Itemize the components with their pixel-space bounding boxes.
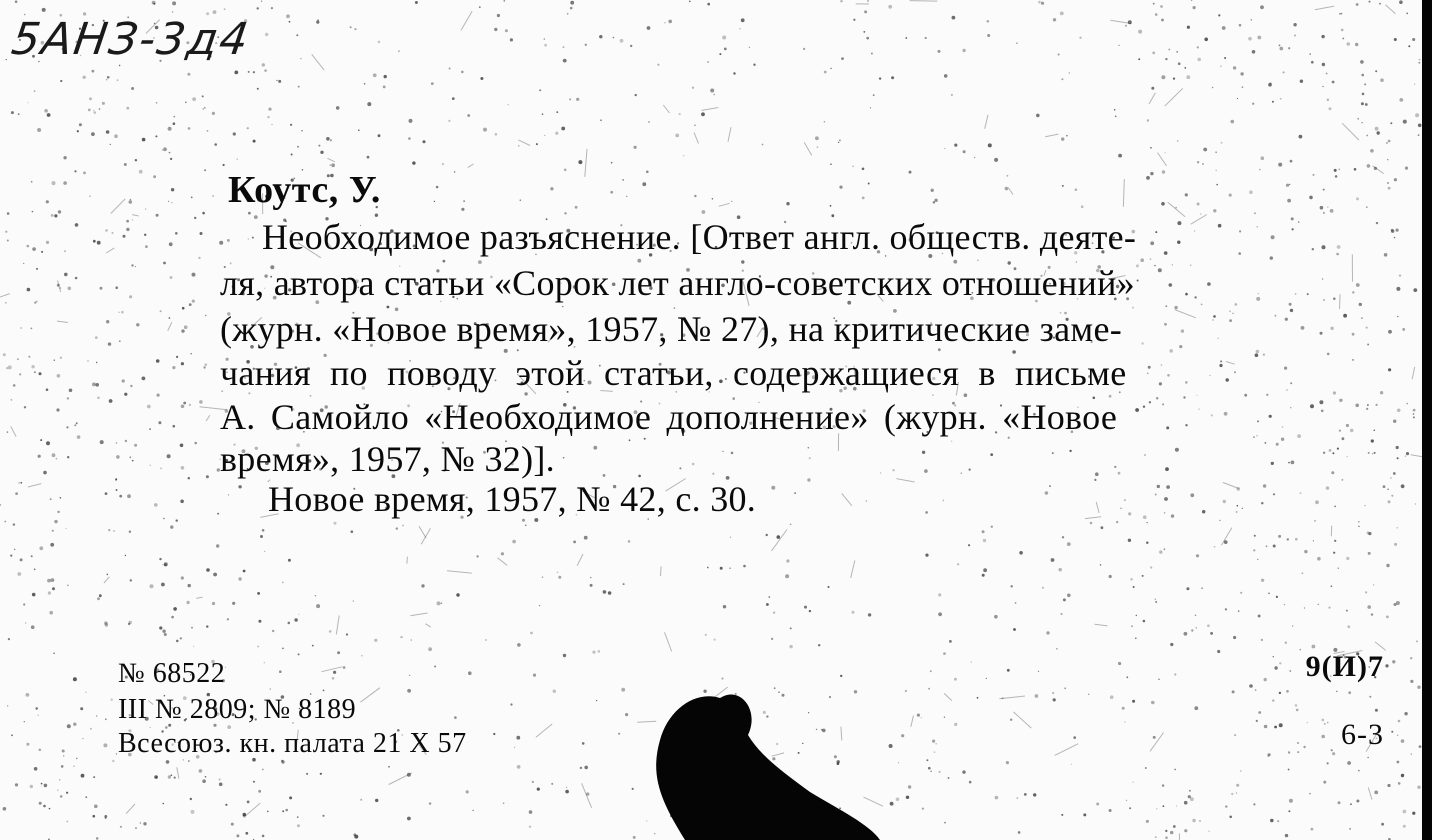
- entry-body-line: время», 1957, № 32)].: [220, 439, 555, 479]
- card-edge: [1422, 0, 1432, 840]
- entry-author: Коутс, У.: [228, 169, 381, 211]
- card-registration: III № 2809; № 8189: [118, 694, 357, 725]
- entry-body-line: (журн. «Новое время», 1957, № 27), на критические заме-: [220, 309, 1123, 349]
- entry-body-line: Необходимое разъяснение. [Ответ англ. обществ. деяте-: [262, 217, 1137, 257]
- book-chamber-stamp: Всесоюз. кн. палата 21 X 57: [118, 728, 467, 759]
- entry-body-line: ля, автора статьи «Сорок лет англо-советских отношений»: [220, 263, 1135, 303]
- classification-code: 9(И)7: [1305, 650, 1384, 683]
- handwritten-shelf-mark: 5АНЗ-3д4: [8, 14, 254, 65]
- entry-source: Новое время, 1957, № 42, с. 30.: [268, 479, 757, 519]
- ink-blot: [640, 680, 890, 840]
- card-number: № 68522: [118, 658, 226, 689]
- card-code: 6-3: [1341, 718, 1384, 751]
- entry-body-line: А. Самойло «Необходимое дополнение» (журн. «Новое: [220, 397, 1118, 437]
- entry-body-line: чания по поводу этой статьи, содержащиеся в письме: [220, 353, 1127, 393]
